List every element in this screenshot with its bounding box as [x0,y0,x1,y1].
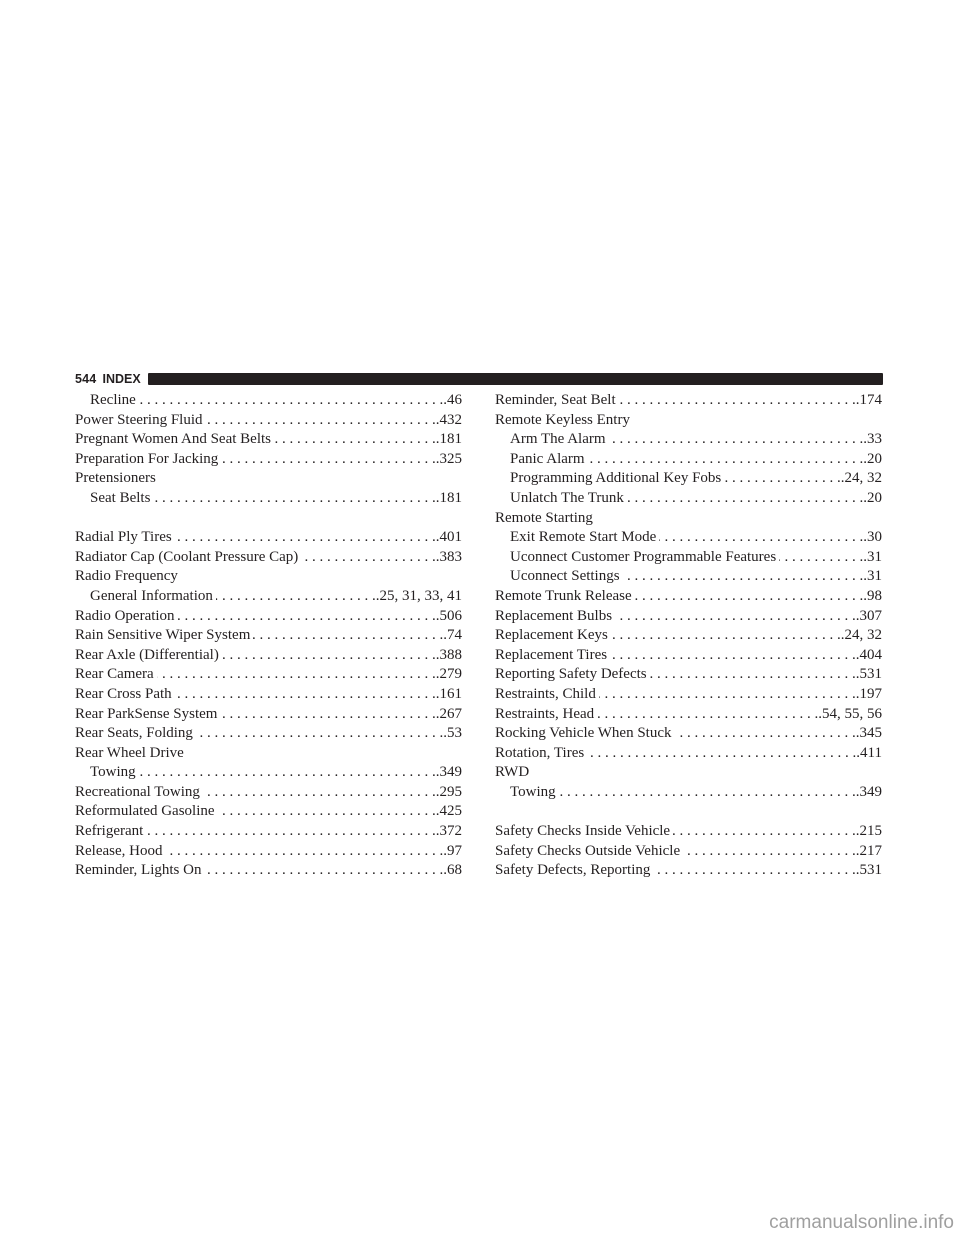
index-term: Exit Remote Start Mode [510,529,657,546]
index-entry [495,842,882,862]
dot-leader [650,665,856,685]
index-term: Restraints, Head [495,705,595,722]
dot-leader [220,705,435,725]
dot-leader [218,802,436,822]
index-entry [495,744,882,764]
index-page-ref: .307 [855,607,882,624]
index-entry [75,724,462,744]
index-term: Replacement Keys [495,627,608,644]
index-page-ref: .46 [443,392,462,408]
index-entry [495,822,882,842]
index-page-ref: .215 [855,823,882,840]
index-page-ref: .531 [855,666,882,683]
index-entry [495,607,882,627]
index-term: Radiator Cap (Coolant Pressure Cap) [75,548,299,565]
index-term: Pretensioners [75,470,156,487]
index-page-ref: .279 [435,666,462,683]
index-term: Reminder, Seat Belt [495,392,616,408]
index-page-ref: .345 [855,725,882,742]
index-entry [75,744,462,764]
index-entry [75,411,462,431]
index-page-ref: .161 [435,685,462,702]
index-term: Rain Sensitive Wiper System [75,627,251,644]
index-term: Panic Alarm [510,450,585,467]
index-page-ref: .20 [863,489,882,506]
dot-leader [653,861,855,881]
index-term: Uconnect Settings [510,568,620,585]
index-page-ref: .197 [855,685,882,702]
index-term: Safety Checks Outside Vehicle [495,842,681,859]
index-gap [495,802,882,822]
dot-leader [175,528,436,548]
index-entry [495,391,882,411]
dot-leader [619,391,856,411]
index-entry [75,450,462,470]
index-term: Refrigerant [75,823,144,840]
index-entry [495,626,882,646]
index-entry [495,724,882,744]
index-entry [495,685,882,705]
index-entry [495,763,882,783]
index-term: Towing [510,783,556,800]
index-term: Radio Frequency [75,568,178,585]
dot-leader [609,430,864,450]
index-entry [75,607,462,627]
index-subentry [495,567,882,587]
index-term: Safety Defects, Reporting [495,862,651,879]
index-term: Rear ParkSense System [75,705,218,722]
index-page-ref: .383 [435,548,462,565]
dot-leader [615,607,856,627]
index-page-ref: .174 [855,392,882,408]
index-entry [495,705,882,725]
index-column-left [75,391,462,881]
index-page-ref: .31 [863,548,882,565]
dot-leader [587,744,856,764]
index-term: Preparation For Jacking [75,450,219,467]
index-page-ref: .31 [863,568,882,585]
index-term: Radio Operation [75,607,175,624]
index-term: Radial Ply Tires [75,529,172,546]
dot-leader [175,685,436,705]
index-page-ref: .181 [435,489,462,506]
index-term: Rear Wheel Drive [75,744,184,761]
index-term: Rear Seats, Folding [75,725,193,742]
index-entry [495,646,882,666]
index-page-ref: .349 [435,764,462,781]
index-term: Arm The Alarm [510,431,606,448]
index-term: Rear Cross Path [75,685,172,702]
index-term: Programming Additional Key Fobs [510,470,722,487]
index-entry [75,822,462,842]
index-term: Reporting Safety Defects [495,666,647,683]
dot-leader [203,783,436,803]
index-page-ref: .411 [856,744,882,761]
watermark: carmanualsonline.info [769,1212,954,1233]
index-term: Towing [90,764,136,781]
index-subentry [495,783,882,803]
index-term: Pregnant Women And Seat Belts [75,431,271,448]
index-page-ref: .217 [855,842,882,859]
index-entry [75,685,462,705]
dot-leader [139,391,443,411]
index-subentry [75,763,462,783]
index-entry [75,802,462,822]
index-term: Rear Camera [75,666,154,683]
index-entry [75,705,462,725]
index-page-ref: .388 [435,646,462,663]
dot-leader [206,411,436,431]
dot-leader [623,567,864,587]
index-page-ref: .372 [435,823,462,840]
index-page-ref: .506 [435,607,462,624]
index-term: Remote Starting [495,509,593,526]
dot-leader [222,646,436,666]
index-term: Safety Checks Inside Vehicle [495,823,671,840]
index-page-ref: .531 [855,862,882,879]
index-entry [495,587,882,607]
index-term: RWD [495,764,530,781]
index-term: Rear Axle (Differential) [75,646,219,663]
index-entry [75,430,462,450]
dot-leader [216,587,376,607]
page-header [75,371,883,387]
index-page-ref: .425 [435,803,462,820]
index-entry [75,548,462,568]
dot-leader [683,842,856,862]
index-subentry [495,489,882,509]
index-subentry [495,450,882,470]
index-page-ref: .33 [863,431,882,448]
index-entry [495,411,882,431]
index-term: Remote Trunk Release [495,587,632,604]
index-page-ref: .53 [443,725,462,742]
index-entry [75,469,462,489]
dot-leader [165,842,443,862]
index-page-ref: .54, 55, 56 [818,705,882,722]
dot-leader [221,450,435,470]
page-number: 544 [75,372,97,386]
index-term: Replacement Tires [495,646,608,663]
index-subentry [495,469,882,489]
index-page-ref: .97 [443,842,462,859]
dot-leader [610,646,856,666]
index-page-ref: .68 [443,862,462,879]
dot-leader [675,724,856,744]
index-term: Unlatch The Trunk [510,489,624,506]
dot-leader [559,783,856,803]
index-term: Recline [90,392,136,408]
index-entry [75,626,462,646]
dot-leader [611,626,841,646]
index-entry [495,665,882,685]
dot-leader [153,489,435,509]
dot-leader [588,450,864,470]
header-rule [148,373,883,385]
index-page-ref: .325 [435,450,462,467]
dot-leader [673,822,856,842]
index-subentry [75,391,462,411]
index-page-ref: .24, 32 [840,470,882,487]
dot-leader [253,626,443,646]
index-page-ref: .401 [435,529,462,546]
index-entry [75,528,462,548]
index-subentry [495,548,882,568]
index-entry [75,646,462,666]
index-page-ref: .432 [435,411,462,428]
dot-leader [724,469,841,489]
index-term: Release, Hood [75,842,163,859]
index-term: Restraints, Child [495,685,596,702]
dot-leader [204,861,443,881]
dot-leader [635,587,864,607]
dot-leader [139,763,436,783]
index-term: Seat Belts [90,489,151,506]
dot-leader [157,665,436,685]
index-term: Remote Keyless Entry [495,411,630,428]
section-title: INDEX [102,372,141,386]
index-term: Reformulated Gasoline [75,803,215,820]
index-page-ref: .25, 31, 33, 41 [375,587,462,604]
index-entry [495,861,882,881]
index-page-ref: .20 [863,450,882,467]
index-term: Reminder, Lights On [75,862,202,879]
dot-leader [599,685,856,705]
index-gap [75,509,462,529]
index-entry [75,861,462,881]
index-term: Recreational Towing [75,783,200,800]
index-term: Rotation, Tires [495,744,585,761]
index-term: Rocking Vehicle When Stuck [495,725,672,742]
index-page-ref: .349 [855,783,882,800]
index-page-ref: .404 [855,646,882,663]
index-entry [75,842,462,862]
dot-leader [274,430,436,450]
dot-leader [597,705,818,725]
index-page-ref: .98 [863,587,882,604]
index-page-ref: .181 [435,431,462,448]
index-entry [75,783,462,803]
dot-leader [178,607,436,627]
dot-leader [627,489,863,509]
dot-leader [779,548,863,568]
index-term: Power Steering Fluid [75,411,203,428]
index-entry [75,665,462,685]
index-term: Uconnect Customer Programmable Features [510,548,777,565]
index-subentry [75,587,462,607]
index-page-ref: .295 [435,783,462,800]
dot-leader [196,724,443,744]
index-subentry [495,528,882,548]
dot-leader [146,822,435,842]
index-term: Replacement Bulbs [495,607,613,624]
index-page-ref: .24, 32 [840,627,882,644]
index-page-ref: .74 [443,627,462,644]
index-entry [495,509,882,529]
index-subentry [495,430,882,450]
index-page-ref: .30 [863,529,882,546]
index-term: General Information [90,587,213,604]
index-column-right [495,391,882,881]
dot-leader [659,528,863,548]
dot-leader [301,548,435,568]
index-entry [75,567,462,587]
index-subentry [75,489,462,509]
index-page-ref: .267 [435,705,462,722]
